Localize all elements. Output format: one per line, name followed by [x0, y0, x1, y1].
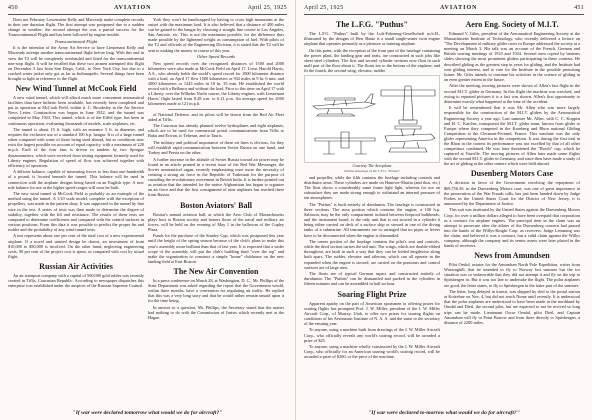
section-heading: Transcontinental Flight — [54, 38, 98, 44]
paragraph: Does not February Lowenstein Kelly and Macready make complete records in their one duration flight. The first attempt was postponed due to a sudden change in weather; the second attempt the was a partial success for the Transcontinental Flight and has been followed by engine trouble. — [8, 17, 144, 38]
article-title: New Wind Tunnel at McCook Field — [15, 84, 137, 94]
article-title: The New Air Convention — [173, 266, 259, 276]
paragraph: In answer to a question, Mr. Phillips, the Secretary stated that the matter had nothing to do with the Commission of Jurists which recently met at the Hague. — [148, 304, 284, 321]
paragraph: In a press conference on March 28, at Washington, D. C., Mr. Phillips of the State Department was asked regarding the report that the Government would, within three months, have a convention for regulating air traffic. He replied that this was a very long story and that he would rather remain unsaid upon it for the time being. — [148, 277, 284, 304]
article-body — [148, 212, 284, 264]
paragraph: The tunnel is about 15 ft. high, with an entrance 5 ft. in diameter, and requires the exclusive use of a standard 100 h.p. hangar. It is of a large tunnel when compared with some of those being used abroad, but as conditions now exist the largest possible on account of equal capacity, with a maximum of 220 m.p.h. Each of the four fans is driven in tandem by two Sprague dynamometers, which were received from testing equipment formerly used for Liberty engines. Regulation of speed of flow was achieved together with efficiency of operation. — [8, 127, 144, 168]
page-number: 451 — [574, 5, 584, 11]
article-title: Dusenberg Motors Case — [470, 169, 554, 179]
paragraph: It is the intention of the Army Air Service to have Lieutenant Kelly and Macready attempt another transcontinental flight before long. With this end in view the T2 will be completely overhauled and fitted for the transcontinental non-stop flight. It will be recalled that these two airmen attempted this flight on December 3 last from San Diego, Calif., to New York City, but due to a cracked water jacket only got as far as Indianapolis. Several things have been brought to light in reference to the flight. — [8, 45, 144, 81]
paragraph: The military and political importance of these air lines is obvious, for they will establish rapid communication between Soviet Russia on one hand, and Turkey and Persia on the other. — [148, 139, 284, 156]
airplane-outline-drawing — [304, 75, 440, 163]
page-number: 450 — [8, 5, 18, 11]
paragraph: The center portion of the fuselage contains the pilot's seat and controls, while the third section carries the tail unit. The wings, which are double-ribbed throughout, are built in such a way that they can be folded lengthwise along both spars. The rudder, elevator and ailerons, which can all operate in the expanded when the engine is stowed, are carried on the pontoons and control surfaces are of large area. — [304, 239, 440, 270]
paragraph: Apparent apathy on the part of American sportsmen to offering prizes for soaring flights has prompted Prof. J. W. Miller, president of the J. W. Miller Aircraft Corp., of Murray, Utah, to offer two prizes for soaring flights on conditions of his Aeronautic Institute of N. A. A. and the same to the secretary of the ensuing year. — [304, 300, 440, 326]
article-title: The L.F.G. "Puthus" — [336, 20, 408, 29]
paragraph: A decision in favor of the Government involving the repayment of $69,756.30, in the Duesenberg Motors case, was one of great importance in the prosecution of the War Frauds calls, has just been handed down by Judge Forbes in the United States Court for the District of New Jersey, it is announced by the Department of Justice. — [444, 180, 580, 206]
article-body — [148, 112, 284, 198]
article-body — [8, 273, 144, 288]
paragraph: Funds for the purchase of the Stanley Cup, which was postponed this year until the height of the spring season because of the club's plans to make this year's assembly more brilliant than that of last year. It is expected that a wider scope of the assembly will put the club's building fund "over the top" and make the organization to construct a simple "home" clubhouse on the new landing field at East Boston. — [148, 233, 284, 264]
left-page-columns — [8, 17, 287, 322]
paragraph: On this point, with the exception of the front part of the fuselage containing the power plant, the landing gear and seats, are constructed in such jobs like sheet steel cylinders. The first and second cylinder sections now float in such mall part of the floor about it. The floats are to the bottom of the airplane, and fit the fourth, the second wing, elevator, rudder. — [304, 47, 440, 74]
paragraph: of National Defense, and its pilots will be drawn from the Red Air Fleet aided at Tiflis. — [148, 111, 284, 122]
section-heading: Other Speed Records — [196, 54, 236, 60]
figure-caption: Outline drawings of the L.F.G. "Puthus" — [343, 168, 401, 173]
paragraph: It will be remembered that it was Mr. Allen who was more largely responsible for the construction of the M.I.T. gliders by the Aeronautical Engineering Society a year ago. Last summer Mr. Allen, with C. C. Koppen and H. C. Karcher, transported the M.I.T. glider team, known from glider to Europe where they competed in the Kronberg and Rhon national Gliding Competition at the Clermont-Ferrand, France. This machine was the only glider representing America in the competition. It was during the first trial in the Rhon in the contest its performance was not excelled by that of all other competitors combined. He was later threatened the "Bosch" cup, which he captured at Vauville. The moving pictures of Allen later made some flights with the second M.I.T. glider in Germany, and since then have made a study of the art of gliding at the other centers which were held abroad. — [444, 105, 580, 167]
page-footer-slogan: "If war were declared tomorrow what would we do for aircraft?" — [72, 410, 223, 416]
article-body — [148, 278, 284, 320]
running-title: AVIATION — [440, 5, 478, 11]
paragraph: The "Puthus" is built entirely of duralumin. The fuselage is constructed in three sections. The nose portion which contains the engine, a 100 h.p. Salmson, may be the only compartment isolated between fireproof bulkheads, and the instrument board, is the only unit that is not stowed in a cylinder it being either carried on deck of a surface ship or stowed in one of the diving tanks of a submarine. All instruments are so arranged that no pipes or levers have to be disconnected when the engine is dismantled. — [304, 202, 440, 238]
paragraph: A test represents about one per cent of the total cost of a new experimental airplane. If a novel and untried design be drawn, an investment of from $10,000 to $50,000 is involved. On the other hand, neglecting engineering costs, 90 per cent of the project cost is spent, as compared with cost by actual flight. — [8, 233, 144, 259]
article-body — [148, 61, 284, 107]
article-title: Boston Aviators' Ball — [180, 200, 252, 210]
right-page-columns — [304, 17, 584, 361]
paragraph: and propeller, while the fifth contains the fuselage including controls and distributor arms. These cylinders are made on Hanover-Martin (and thus, etc.) The float shows a considerably same frame light light, whereas for use on subsurface they are made strong enough to withstand an internal pressure of ten atmospheres. — [304, 175, 440, 201]
left-column-1 — [8, 17, 144, 322]
seaplane-drawing-icon — [305, 76, 440, 164]
page-footer-slogan: "If war were declared to-morrow what would we do for aircraft?" — [368, 410, 520, 416]
article-body — [8, 17, 144, 37]
paragraph: The letter, long delayed in transit, was shipped by sled to the postal station at Kotzebue on Nov. 4, but did not reach Nome until recently. It is understood that the polar airplanes are understood to have been made in the northland by Omdal and Dietl, the second pilot, but are expected to not be revived so long trips can be made. Lieutenant Oscar Omdal, pilot Dietl, and Captain Amundsen will fly to Point Barrow and from there directly to Spitsbergen, a distance of 2200 miles. — [444, 289, 580, 325]
divider — [168, 109, 264, 110]
paragraph: York they won't be handicapped by having to cross high mountains at the outset with the maximum load. It is also believed that a distance of 400 miles can be gained to the hangar by choosing a straight line course to Los Angeles, San Antonio, etc. This is not the maximum possible, for the difference thus made possible by the lightened weight as consumption of fuel. With pilots of the T2 and officials of the Engineering Division, it is stated that the T2 will be sent to making the money in course of this year. — [148, 17, 284, 53]
article-body — [304, 301, 440, 360]
right-column-1 — [304, 17, 440, 361]
issue-date: April 25, 1925 — [304, 5, 344, 11]
article-title: Soaring Flight Prize — [337, 289, 407, 299]
paragraph: The Caucasus has already planned twelve hydroplanes and eight airplanes, which are to be used for commercial postal communications from Tiflis to Baku and Erivan, to Teheran, and to Tauris. — [148, 123, 284, 139]
article-body — [8, 95, 144, 259]
paragraph: A new wind tunnel, which will afford much more convenient aeronautical facilities than have hitherto been available, has recently been completed and put in operation at McCook Field, within it. C. Brooksley in the Air Service News Letter. Construction was begun in June 1922, and the tunnel was completed in May 1923. This tunnel, which is of the Eiffel type, has been in continuous operation, evaluating thousands of models, scale airplanes, etc. — [8, 95, 144, 126]
paragraph: After the meeting, moving pictures were shown of Allen's last flight in the second M.I.T. glider in Germany. In this flight the machine was wrecked, and owing to repeated pictures it is a fact was shown, Allen's first opportunity to determine exactly what happened at the time of the accident. — [444, 83, 580, 104]
article-body — [444, 262, 580, 325]
right-column-2 — [444, 17, 580, 361]
paragraph: Pilot Oeskd, aviator for the Amundsen North Pole Expedition, writes from Wurzinghill, that he intended to fly to Norway last summer but the ice situation was so unfavorable that they did not attempt it and fly on the trip to Spitsbergen in. But it was too late to undertake the flight. The polar airplanes are good, the letter states, to fly to Spitsbergen in the latter part of the summer. — [444, 262, 580, 288]
article-body — [148, 17, 284, 53]
paragraph: The L.F.G. "Puthus" built by the Luft-Fahrzeug-Gesellschaft m.b.H., illustrated by the designs of Herr Baatz is a small single-seater twin engine airplane that operates primarily as a pleasure or training airplane. — [304, 31, 440, 47]
issue-date: April 25, 1925 — [247, 5, 287, 11]
article-body — [444, 31, 580, 166]
header-rule — [304, 14, 584, 15]
article-body — [304, 31, 440, 73]
paragraph: A further increase in the altitude of Soviet Russia toward air power may be found in an article printed in a recent issue of the Red War Messenger, the Soviet aeronautical organ, recently emphasizing once more the necessity of creating a strong air force in the Republic of Turkestan for the purpose of curtailing the revolutionary movement in British India. It is further pointed out as aviation that the intended for the native Afghanistan has begun to organize an air force and that the first consignment of nine airplanes has reached there from Russia. — [148, 156, 284, 198]
paragraph: An air transport company with a capital of 500,000 gold rubles was recently created in Tiflis, Caucasian Republic. According to newspaper dispatches this enterprise was established under the auspices of the Russian Supreme Council. — [8, 272, 144, 289]
header-rule — [8, 14, 287, 15]
figure-credit: Courtesy The Aeroplane — [352, 163, 392, 169]
paragraph: The floats are of typical German aspect and constructed entirely of duralumin. The "Puthus" can be dismantled and packed in the cylinders in fifteen minutes and can be assembled in half an hour. — [304, 271, 440, 287]
right-page-header — [304, 5, 584, 13]
running-title: AVIATION — [114, 5, 152, 11]
paragraph: New speed records over the recognized distances of 1500 and 2000 kilometers were also made at McCook Field on April 17. Lieut. Harold Harris, A.S., who already holds the world's speed record for 1000 kilometer distance with a load, on April 17 flew 1500 kilometers or 932 miles in 9 hr. 6 min. and 2000 kilometers or 1243 miles in 10 hr. 35 min. He established the world record with a Bellanca and without the load. Prior to this time on April 17 with a Liberty, over the Wilhelm Nacht course, the Liberty engines, with Lieutenant Harris' flight lasted from 8.28 a.m. to 6.21 p.m. An average speed for 2000 kilometers made at 121 m.p.h. — [148, 60, 284, 107]
paragraph: Boston's annual aviation ball, at which the Aero Club of Massachusetts plays host to Boston society and honors those of the naval and military air forces, will be held on the evening of May 1 in the ballroom of the Copley Plaza. — [148, 211, 284, 232]
article-body — [444, 180, 580, 248]
article-title: News from Amundsen — [474, 251, 550, 261]
article-body — [8, 45, 144, 81]
paragraph: Edmund V. Giles, president of the Aeronautical Engineering Society at the Massachusetts Institute of Technology, who recently delivered a lecture on "The Development of military glider races in Europe addressed the society at a meeting on March 3. His talk was an account of the French, German and British soaring meetings of 1923 and 1924. Several men copied by lanterns slides showing the most prominent gliders participating in these contests. He described gliding as the greatest step in years for gliding, and the Institute had won gliding interest, and to cure for the Institute in the possible promising future. Mr. Giles intends to continue his activities in the science of gliding in an even greater extent in the future. — [444, 31, 580, 82]
article-title: Russian Air Activities — [39, 261, 113, 271]
article-title: Aero Eng. Society of M.I.T. — [465, 20, 559, 29]
right-page — [296, 0, 592, 420]
paragraph: A delicate balance, capable of measuring forces to less than one-hundredth of a pound, is located beneath the tunnel. This balance will be used in connection with the airplane designs being based on an English type. A new rule balance for use at the higher speed ranges will soon be built. — [8, 169, 144, 190]
left-column-2 — [148, 17, 284, 322]
paragraph: To anyone, using a machine wholly constructed by the J. W. Miller Aircraft Corp., who officially for an American soaring world's soaring record, will be awarded a prize of $200, or the price of the machine. — [304, 344, 440, 360]
paragraph: To anyone, using a machine built from drawings of the J. W. Miller Aircraft Corp., who officially reveals any world's soaring record, will be awarded a prize of $25. — [304, 327, 440, 343]
left-page-header — [8, 5, 287, 13]
article-body — [304, 175, 440, 286]
paragraph: The new wind tunnel at McCook Field is probably as an example of the method using the tunnel. A 1/10 scale model, complete with the exception of propellers, was made in the pattern shop. It was supported in the tunnel by fine wire in the test. A series of tests was then made to determine the degree of stability, together with the lift and resistance. The results of these tests are computed to determine coefficients and compared with the control surfaces in various positions. From this data it was possible to predict the proper fin and rudder and the probability of any wind tunnel tests. — [8, 191, 144, 232]
paragraph: This suit was instituted by the United States against the Duesenberg Motors Corp. for over a million dollars alleged to have been overpaid that corporation as a contract for airplane engines. The principal item in the claim was an attempt to prosecute after the affairs of the Duesenberg concern had passed into the hands of the Willys-Knight Corp. as receivers. Judge Lemming was the claim, and believed it was a contract, but a valid claim against the Willys company, although the company and its senior assets were later placed in the hands of receivers. — [444, 207, 580, 249]
